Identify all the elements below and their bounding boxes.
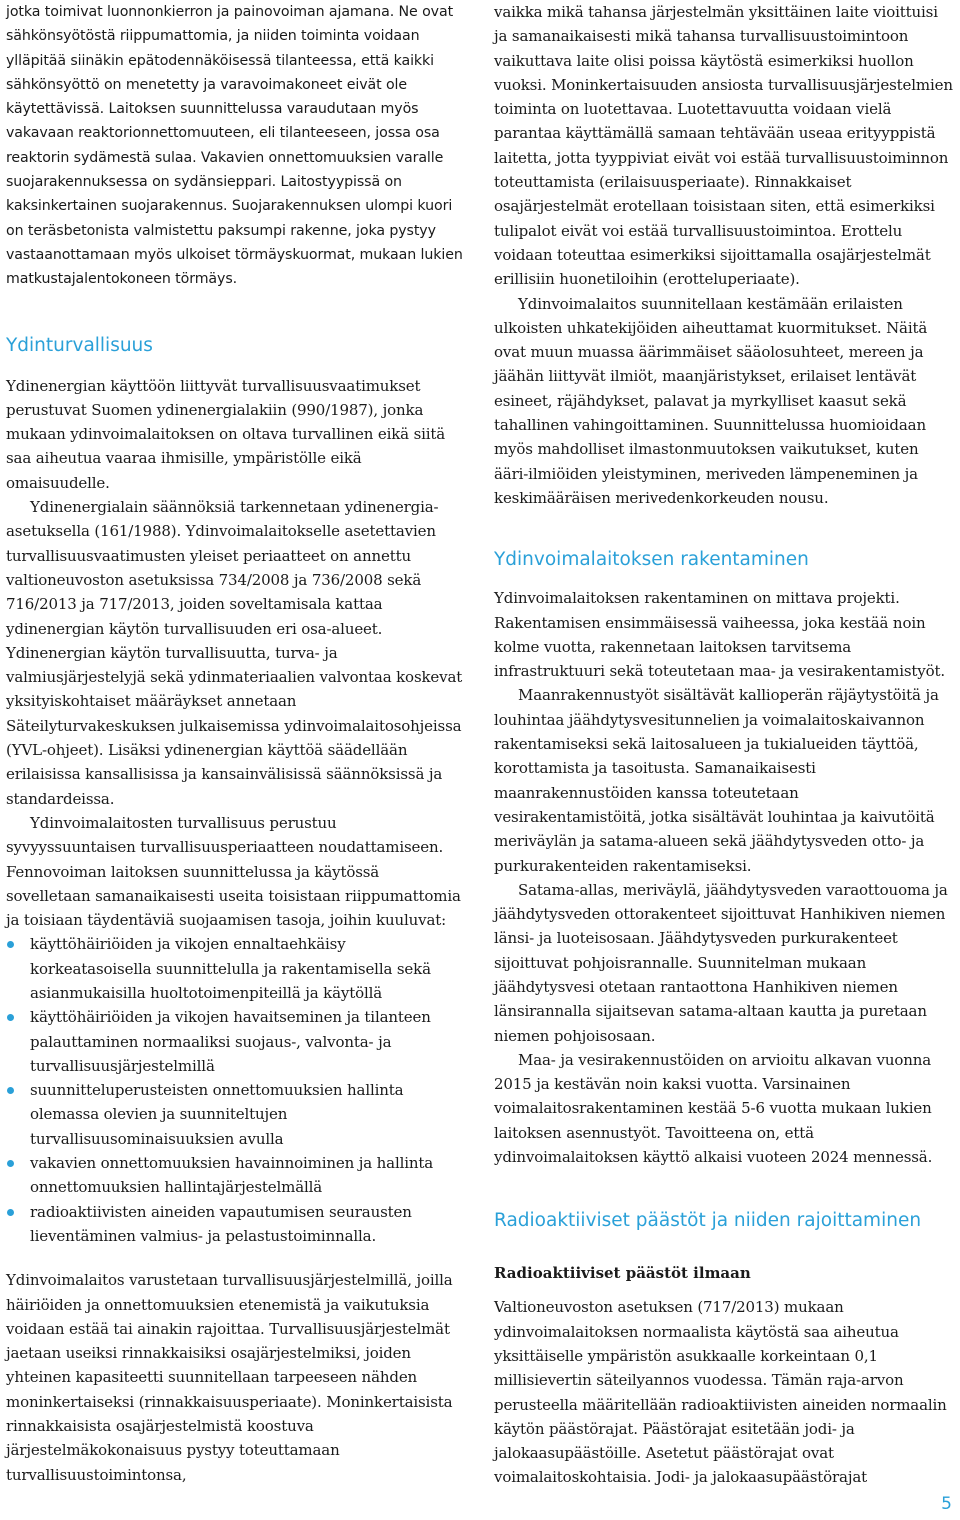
bullet-icon: [7, 941, 14, 948]
paragraph: Ydinvoimalaitos suunnitellaan kestämään erilaisten ulkoisten uhkatekijöiden aiheuttamat kuormitukset. Näitä ovat muun muassa äärimmäiset sääolosuhteet, mereen ja jäähän liittyvät ilmiöt, maanjäristykset, erilaiset lentävät esineet, räjähdykset, palavat ja myrkylliset kaasut sekä tahallinen vahingoittaminen. Suunnittelussa huomioidaan myös mahdolliset ilmastonmuutoksen vaikutukset, kuten ääri-ilmiöiden yleistyminen, meriveden lämpeneminen ja keskimääräisen merivedenkorkeuden nousu.: [494, 294, 928, 507]
section-heading-paastot: Radioaktiiviset päästöt ja niiden rajoittaminen: [494, 1210, 922, 1232]
section-heading-rakentaminen: Ydinvoimalaitoksen rakentaminen: [494, 549, 809, 571]
paragraph: Ydinvoimalaitoksen rakentaminen on mittava projekti. Rakentamisen ensimmäisessä vaiheessa, joka kestää noin kolme vuotta, rakennetaan laitoksen tarvitsema infrastruktuuri sekä toteutetaan maa- ja vesirakentamistyöt.: [494, 589, 946, 681]
paragraph: Maa- ja vesirakennustöiden on arvioitu alkavan vuonna 2015 ja kestävän noin kaksi vuotta. Varsinainen voimalaitosrakentaminen kestää 5-6 vuotta mukaan lukien laitoksen asennustyöt. Tavoitteena on, että ydinvoimalaitoksen käyttö alkaisi vuoteen 2024 mennessä.: [494, 1050, 933, 1167]
bullet-icon: [7, 1087, 14, 1094]
paragraph: Ydinenergialain säännöksiä tarkennetaan ydinenergia-asetuksella (161/1988). Ydinvoimalaitokselle asetettavien turvallisuusvaatimusten yleiset periaatteet on annettu valtioneuvoston asetuksissa 734/2008 ja 736/2008 sekä 716/2013 ja 717/2013, joiden soveltamisala kattaa ydinenergian käytön turvallisuuden eri osa-alueet. Ydinenergian käytön turvallisuutta, turva- ja valmiusjärjestelyjä sekä ydinmateriaalien valvontaa koskevat yksityiskohtaiset määräykset annetaan Säteilyturvakeskuksen julkaisemissa ydinvoimalaitosohjeissa (YVL-ohjeet). Lisäksi ydinenergian käyttöä säädellään erilaisissa kansallisissa ja kansainvälisissä säännöksissä ja standardeissa.: [6, 498, 463, 808]
paragraph: Ydinenergian käyttöön liittyvät turvallisuusvaatimukset perustuvat Suomen ydinenergialakiin (990/1987), jonka mukaan ydinvoimalaitoksen on oltava turvallinen eikä siitä saa aiheutua vaaraa ihmisille, ympäristölle eikä omaisuudelle.: [6, 376, 446, 492]
bullet-icon: [7, 1160, 14, 1167]
list-item: käyttöhäiriöiden ja vikojen ennaltaehkäisy korkeatasoisella suunnittelulla ja rakentamisella sekä asianmukaisilla huoltotoimenpiteillä ja käytöllä: [6, 932, 468, 1005]
paragraph: Valtioneuvoston asetuksen (717/2013) mukaan ydinvoimalaitoksen normaalista käytöstä saa aiheutua yksittäiselle ympäristön asukkaalle korkeintaan 0,1 millisievertin säteilyannos vuodessa. Tämän raja-arvon perusteella määritellään radioaktiivisten aineiden normaalin käytön päästörajat. Päästörajat esitetään jodi- ja jalokaasupäästöille. Asetetut päästörajat ovat voimalaitoskohtaisia. Jodi- ja jalokaasupäästörajat: [494, 1298, 947, 1487]
list-item: suunnitteluperusteisten onnettomuuksien hallinta olemassa olevien ja suunniteltujen turvallisuusominaisuuksien avulla: [6, 1078, 468, 1151]
left-column: [6, 0, 468, 1487]
subheading-paastot-ilmaan: Radioaktiiviset päästöt ilmaan: [494, 1264, 751, 1283]
paragraph: vaikka mikä tahansa järjestelmän yksittäinen laite vioittuisi ja samanaikaisesti mikä tahansa turvallisuustoimintoon vaikuttava laite olisi poissa käytöstä esimerkiksi huollon vuoksi. Moninkertaisuuden ansiosta turvallisuusjärjestelmien toiminta on luotettavaa. Luotettavuutta voidaan vielä parantaa käyttämällä samaan tehtävään useaa erityyppistä laitetta, jotta tyyppiviat eivät voi estää turvallisuustoiminnon toteuttamista (erilaisuusperiaate). Rinnakkaiset osajärjestelmät erotellaan toisistaan siten, että esimerkiksi tulipalot eivät voi estää turvallisuustoimintoa. Erottelu voidaan toteuttaa esimerkiksi sijoittamalla osajärjestelmät erillisiin huonetiloihin (erotteluperiaate).: [494, 3, 953, 289]
paragraph: Maanrakennustyöt sisältävät kallioperän räjäytystöitä ja louhintaa jäähdytysvesitunnelien ja voimalaitoskaivannon rakentamiseksi sekä laitosalueen ja tukialueiden täyttöä, korottamista ja tasoitusta. Samanaikaisesti maanrakennustöiden kanssa toteutetaan vesirakentamistöitä, jotka sisältävät louhintaa ja kaivutöitä meriväylän ja satama-alueen sekä jäähdytysveden otto- ja purkurakenteiden rakentamiseksi.: [494, 686, 939, 875]
paragraph: Satama-allas, meriväylä, jäähdytysveden varaottouoma ja jäähdytysveden ottorakenteet sijoittuvat Hanhikiven niemen länsi- ja luoteisosaan. Jäähdytysveden purkurakenteet sijoittuvat pohjoisrannalle. Suunnitelman mukaan jäähdytysvesi otetaan rantaottona Hanhikiven niemen länsirannalla sijaitsevan satama-altaan kautta ja puretaan niemen pohjoisosaan.: [494, 880, 948, 1045]
intro-paragraph: jotka toimivat luonnonkierron ja painovoiman ajamana. Ne ovat sähkönsyötöstä riippumattomia, ja niiden toiminta voidaan ylläpitää siinäkin epätodennäköisessä tilanteessa, että kaikki sähkönsyöttö on menetetty ja varavoimakoneet eivät ole käytettävissä. Laitoksen suunnittelussa varaudutaan myös vakavaan reaktorionnettomuuteen, eli tilanteeseen, jossa osa reaktorin sydämestä sulaa. Vakavien onnettomuuksien varalle suojarakennuksessa on sydänsieppari. Laitostyypissä on kaksinkertainen suojarakennus. Suojarakennuksen ulompi kuori on teräsbetonista valmistettu paksumpi rakenne, joka pystyy vastaanottamaan myös ulkoiset törmäyskuormat, mukaan lukien matkustajalentokoneen törmäys.: [6, 4, 463, 288]
list-item: vakavien onnettomuuksien havainnoiminen ja hallinta onnettomuuksien hallintajärjestelmällä: [6, 1151, 468, 1200]
bullet-icon: [7, 1209, 14, 1216]
safety-levels-list: [6, 932, 468, 1248]
list-item: radioaktiivisten aineiden vapautumisen seurausten lieventäminen valmius- ja pelastustoiminnalla.: [6, 1200, 468, 1249]
paragraph: Ydinvoimalaitosten turvallisuus perustuu syvyyssuuntaisen turvallisuusperiaatteen noudattamiseen. Fennovoiman laitoksen suunnittelussa ja käytössä sovelletaan samanaikaisesti useita toisistaan riippumattomia ja toisiaan täydentäviä suojaamisen tasoja, joihin kuuluvat:: [6, 813, 461, 930]
section-heading-ydinturvallisuus: Ydinturvallisuus: [6, 334, 153, 356]
bullet-icon: [7, 1014, 14, 1021]
paragraph: Ydinvoimalaitos varustetaan turvallisuusjärjestelmillä, joilla häiriöiden ja onnettomuuksien etenemistä ja vaikutuksia voidaan estää tai ainakin rajoittaa. Turvallisuusjärjestelmät jaetaan useiksi rinnakkaisiksi osajärjestelmiksi, joiden yhteinen kapasiteetti suunnitellaan tarpeeseen nähden moninkertaiseksi (rinnakkaisuusperiaate). Moninkertaisista rinnakkaisista osajärjestelmistä koostuva järjestelmäkokonaisuus pystyy toteuttamaan turvallisuustoimintonsa,: [6, 1271, 453, 1484]
list-item: käyttöhäiriöiden ja vikojen havaitseminen ja tilanteen palauttaminen normaaliksi suojaus-, valvonta- ja turvallisuusjärjestelmillä: [6, 1005, 468, 1078]
page-number: 5: [941, 1494, 952, 1514]
right-column: [494, 0, 954, 1490]
